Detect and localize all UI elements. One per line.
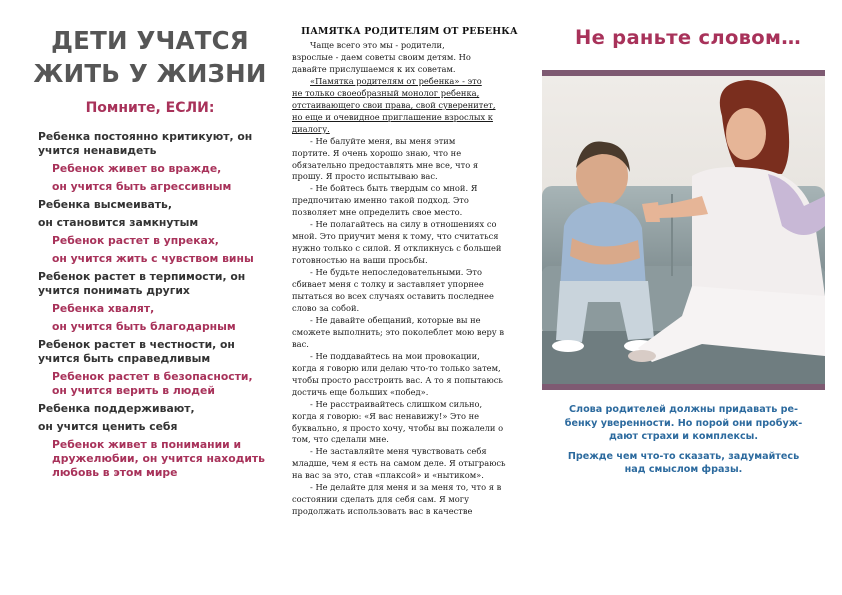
memo-paragraph: - Не делайте для меня и за меня то, что я в состоянии сделать для себя сам. Я могу продолжать использовать вас в качестве: [292, 482, 502, 517]
principle-line: Ребенок растет в терпимости, он учится понимать других: [38, 270, 246, 297]
memo-heading: ПАМЯТКА РОДИТЕЛЯМ ОТ РЕБЕНКА: [301, 26, 518, 37]
principle-line: он учится быть благодарным: [52, 320, 236, 333]
photo-bottom-bar: [542, 384, 825, 390]
left-subtitle: Помните, ЕСЛИ:: [85, 100, 215, 116]
memo-paragraph: - Не расстраивайтесь слишком сильно, когда я говорю: «Я вас ненавижу!» Это не буквально, я просто хочу, чтобы вы пожалели о том, что сделали мне.: [292, 398, 504, 445]
principle-line: Ребенка постоянно критикуют, он учится ненавидеть: [38, 130, 253, 157]
left-title-line-1: ДЕТИ УЧАТСЯ: [51, 26, 249, 55]
principles-list: [38, 130, 270, 480]
memo-paragraph: - Не балуйте меня, вы меня этим портите. Я очень хорошо знаю, что не обязательно предоставлять мне все, что я прошу. Я просто испытываю вас.: [292, 135, 479, 182]
right-title: Не раньте словом…: [574, 26, 802, 49]
principle-line: Ребенок растет в безопасности, он учится верить в людей: [52, 370, 253, 397]
principle-line: Ребенок живет во вражде,: [52, 162, 222, 175]
middle-column: [292, 26, 527, 518]
principle-line: Ребенка хвалят,: [52, 302, 155, 315]
memo-paragraph: - Не будьте непоследовательными. Это сбивает меня с толку и заставляет упорнее пытаться во всех случаях оставить последнее слово за собой.: [292, 267, 494, 313]
photo-frame: [542, 70, 825, 390]
principle-line: Ребенок растет в упреках,: [52, 234, 219, 247]
principle-line: он становится замкнутым: [38, 216, 199, 229]
right-column: [540, 26, 830, 475]
caption-paragraph-2: Прежде чем что-то сказать, задумайтесь над смыслом фразы.: [567, 450, 800, 475]
principle-line: он учится ценить себя: [38, 420, 178, 433]
principle-line: он учится быть агрессивным: [52, 180, 232, 193]
memo-paragraph: - Не полагайтесь на силу в отношениях со мной. Это приучит меня к тому, что считаться нужно только с силой. Я откликнусь с большей готовностью на ваши просьбы.: [292, 219, 502, 266]
principle-line: Ребенок живет в понимании и дружелюбии, он учится находить любовь в этом мире: [52, 438, 265, 479]
memo-paragraph: - Не заставляйте меня чувствовать себя младше, чем я есть на самом деле. Я отыграюсь на вас за это, став «плаксой» и «нытиком».: [292, 446, 506, 481]
principle-line: он учится жить с чувством вины: [52, 252, 254, 265]
left-title: [30, 24, 270, 90]
memo-paragraph: «Памятка родителям от ребенка» - это не только своеобразный монолог ребенка, отстаивающего свои права, свой суверенитет, но еще и очевидное приглашение взрослых к диалогу.: [292, 75, 496, 134]
memo-body: [292, 40, 527, 518]
left-column: [30, 18, 270, 484]
principle-line: Ребенка поддерживают,: [38, 402, 195, 415]
memo-paragraph: - Не поддавайтесь на мои провокации, когда я говорю или делаю что-то только затем, чтобы просто расстроить вас. А то я попытаюсь достичь еще больших «побед».: [292, 350, 503, 397]
photo-caption: [556, 403, 811, 477]
caption-paragraph-1: Слова родителей должны придавать ре- бенку уверенности. Но порой они пробуж- дают страхи и комплексы.: [564, 404, 803, 442]
memo-paragraph: - Не бойтесь быть твердым со мной. Я предпочитаю именно такой подход. Это позволяет мне определить свое место.: [292, 183, 478, 218]
left-title-line-2: ЖИТЬ У ЖИЗНИ: [33, 59, 267, 88]
memo-paragraph: - Не давайте обещаний, которые вы не сможете выполнить; это поколеблет мою веру в вас.: [292, 314, 504, 349]
principle-line: Ребенок растет в честности, он учится быть справедливым: [38, 338, 235, 365]
principle-line: Ребенка высмеивать,: [38, 198, 172, 211]
parent-scolding-child-photo: [542, 76, 825, 384]
memo-paragraph: Чаще всего это мы - родители, взрослые - даем советы своим детям. Но давайте прислушаемся к их советам.: [292, 40, 471, 74]
